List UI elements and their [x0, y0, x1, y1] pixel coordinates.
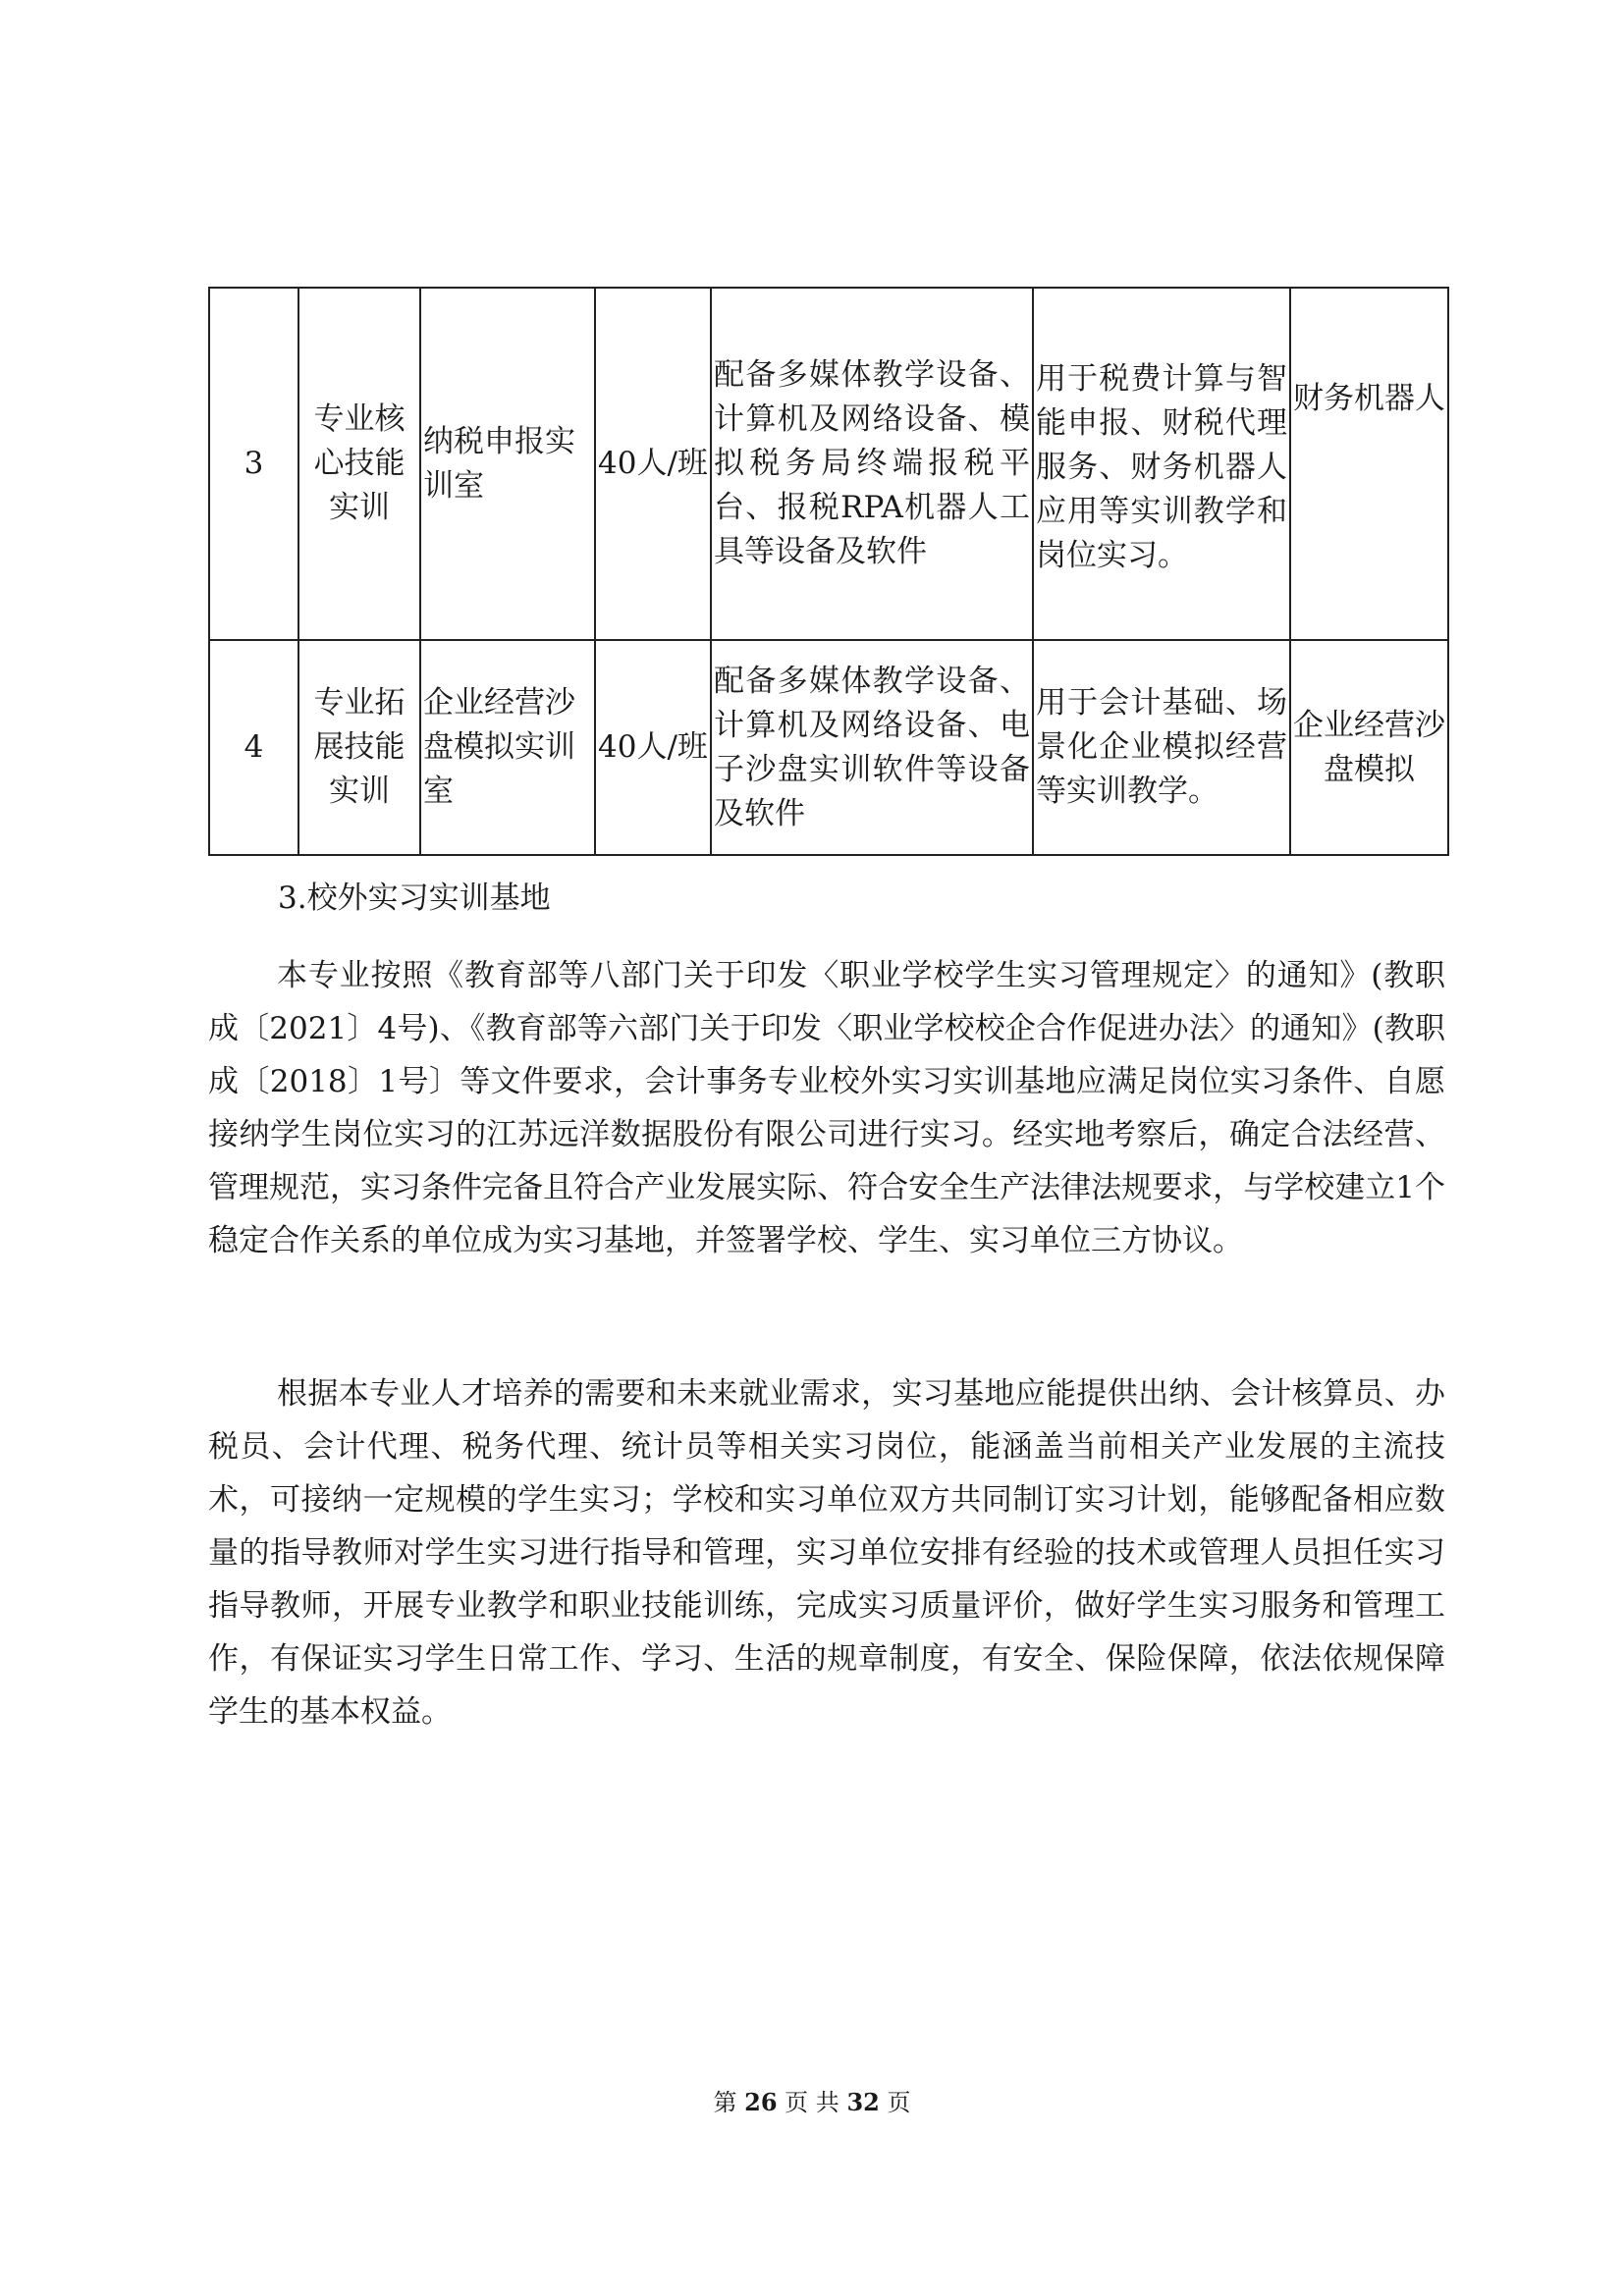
note: 企业经营沙盘模拟 [1290, 640, 1448, 855]
usage: 用于税费计算与智能申报、财税代理服务、财务机器人应用等实训教学和岗位实习。 [1033, 288, 1290, 640]
table-row [209, 640, 1448, 855]
footer-suffix: 页 [887, 2089, 911, 2116]
current-page-number: 26 [744, 2088, 778, 2116]
equipment: 配备多媒体教学设备、计算机及网络设备、电子沙盘实训软件等设备及软件 [711, 640, 1033, 855]
capacity: 40人/班 [595, 288, 711, 640]
row-number: 4 [209, 640, 298, 855]
training-room-name: 企业经营沙盘模拟实训室 [420, 640, 595, 855]
table-row [209, 288, 1448, 640]
footer-middle: 页 共 [785, 2089, 839, 2116]
row-number: 3 [209, 288, 298, 640]
equipment: 配备多媒体教学设备、计算机及网络设备、模拟税务局终端报税平台、报税RPA机器人工具等设备及软件 [711, 288, 1033, 640]
body-paragraph: 根据本专业人才培养的需要和未来就业需求，实习基地应能提供出纳、会计核算员、办税员、会计代理、税务代理、统计员等相关实习岗位，能涵盖当前相关产业发展的主流技术，可接纳一定规模的学生实习；学校和实习单位双方共同制订实习计划，能够配备相应数量的指导教师对学生实习进行指导和管理，实习单位安排有经验的技术或管理人员担任实习指导教师，开展专业教学和职业技能训练，完成实习质量评价，做好学生实习服务和管理工作，有保证实习学生日常工作、学习、生活的规章制度，有安全、保险保障，依法依规保障学生的基本权益。 [208, 1376, 1445, 1730]
training-category: 专业拓展技能实训 [298, 640, 420, 855]
section-heading: 3.校外实习实训基地 [278, 881, 551, 916]
training-facilities-table [208, 287, 1449, 856]
usage: 用于会计基础、场景化企业模拟经营等实训教学。 [1033, 640, 1290, 855]
training-room-name: 纳税申报实训室 [420, 288, 595, 640]
footer-prefix: 第 [713, 2089, 737, 2116]
training-category: 专业核心技能实训 [298, 288, 420, 640]
body-paragraph: 本专业按照《教育部等八部门关于印发〈职业学校学生实习管理规定〉的通知》(教职成〔2021〕4号)、《教育部等六部门关于印发〈职业学校校企合作促进办法〉的通知》(教职成〔2018〕1号〕等文件要求，会计事务专业校外实习实训基地应满足岗位实习条件、自愿接纳学生岗位实习的江苏远洋数据股份有限公司进行实习。经实地考察后，确定合法经营、管理规范，实习条件完备且符合产业发展实际、符合安全生产法律法规要求，与学校建立1个稳定合作关系的单位成为实习基地，并签署学校、学生、实习单位三方协议。 [208, 958, 1445, 1258]
total-pages-number: 32 [846, 2088, 880, 2116]
note: 财务机器人 [1290, 288, 1448, 640]
page-footer [0, 2086, 1624, 2119]
capacity: 40人/班 [595, 640, 711, 855]
